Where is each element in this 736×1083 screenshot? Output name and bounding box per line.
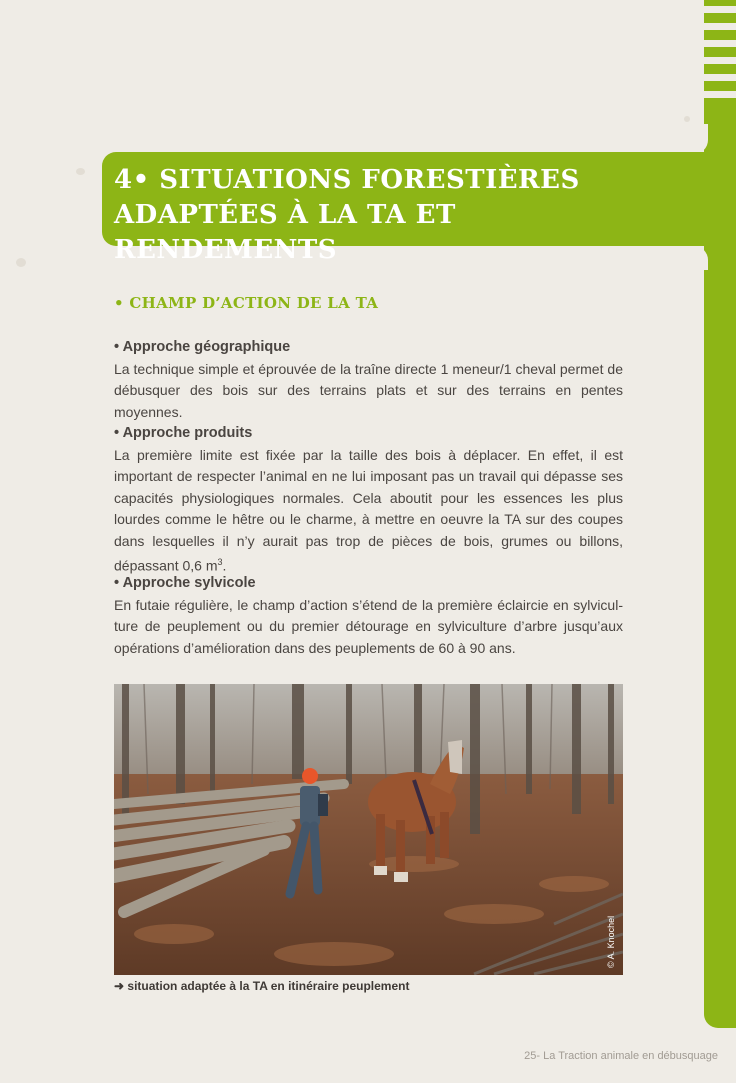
section-title-line2: ADAPTÉES À LA TA ET RENDEMENTS	[114, 200, 456, 265]
text-block-geographique	[114, 337, 623, 423]
block-text: La technique simple et éprouvée de la traîne directe 1 meneur/1 cheval permet de débusquer des bois sur des terrains plats et sur des terrains en pentes moyennes.	[114, 360, 623, 420]
superscript: 3	[217, 557, 223, 567]
band-stripe	[704, 23, 736, 30]
paper-speck	[684, 116, 690, 122]
side-green-band	[704, 0, 736, 1028]
photo-caption: ➜ situation adaptée à la TA en itinéraire peuplement	[114, 979, 410, 993]
block-text	[114, 445, 623, 578]
subsection-heading: • CHAMP D’ACTION DE LA TA	[114, 294, 379, 312]
block-text-main: La première limite est fixée par la taille des bois à déplacer. En effet, il est important de respecter l’animal en ne lui imposant pas un travail qui dépasse ses capacités physiologiques normales. Cela aboutit pour les essences les plus lourdes comme le hêtre ou le charme, à mettre en oeuvre la TA sur des coupes dans lesquelles il n’y aurait pas trop de pièces de bois, grumes ou billons, dépassant 0,6 m	[114, 446, 623, 574]
band-stripe	[704, 91, 736, 98]
section-title	[114, 163, 674, 268]
block-heading: • Approche produits	[114, 425, 253, 441]
page-footer: 25- La Traction animale en débusquage	[524, 1050, 718, 1062]
text-block-produits	[114, 423, 623, 577]
paper-speck	[76, 168, 85, 175]
band-stripe	[704, 74, 736, 81]
band-stripe	[704, 57, 736, 64]
paper-speck	[16, 258, 26, 267]
block-text-end: .	[222, 557, 227, 574]
forest-horse-photo	[114, 684, 623, 975]
band-stripe	[704, 40, 736, 47]
photo-credit: © A. Knochel	[606, 915, 616, 968]
photo-illustration	[114, 684, 623, 975]
block-heading: • Approche géographique	[114, 339, 291, 355]
text-block-sylvicole	[114, 573, 623, 659]
block-text: En futaie régulière, le champ d’action s’étend de la première éclaircie en sylvicul-ture de peuplement ou du premier détourage en sylviculture d’arbre jusqu’aux opérations d’amélioration dans des peuplements de 60 à 90 ans.	[114, 596, 623, 656]
section-title-line1: 4• SITUATIONS FORESTIÈRES	[114, 165, 580, 195]
block-heading: • Approche sylvicole	[114, 575, 256, 591]
band-stripe	[704, 6, 736, 13]
